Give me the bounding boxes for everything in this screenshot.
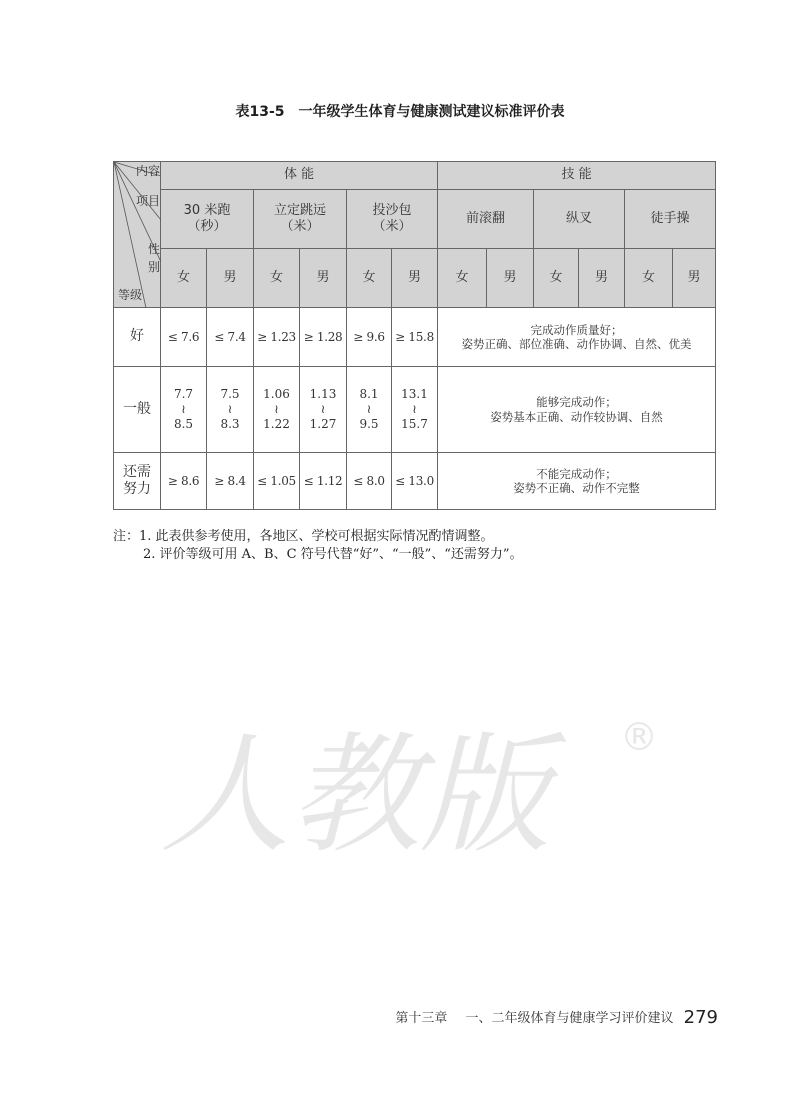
cell-value: ≤ 1.05 — [254, 453, 300, 510]
gender-male: 男 — [300, 249, 347, 308]
table-row — [114, 453, 716, 510]
corner-label-content: 内容 — [136, 164, 161, 178]
cell-range: 7.7 ≀ 8.5 — [161, 367, 207, 453]
gender-female: 女 — [347, 249, 392, 308]
gender-male: 男 — [579, 249, 625, 308]
gender-female: 女 — [438, 249, 487, 308]
gender-male: 男 — [487, 249, 534, 308]
cell-value: ≥ 9.6 — [347, 308, 392, 367]
cell-range: 7.5 ≀ 8.3 — [207, 367, 254, 453]
footer-section: 一、二年级体育与健康学习评价建议 — [465, 1011, 674, 1026]
table-number: 表13-5 — [235, 104, 285, 120]
cell-range: 1.13 ≀ 1.27 — [300, 367, 347, 453]
cell-value: ≥ 1.28 — [300, 308, 347, 367]
group-skills: 技 能 — [438, 162, 716, 190]
cell-value: ≥ 8.4 — [207, 453, 254, 510]
cell-range: 13.1 ≀ 15.7 — [392, 367, 438, 453]
item-roll: 前滚翻 — [438, 190, 534, 249]
cell-value: ≤ 8.0 — [347, 453, 392, 510]
gender-male: 男 — [673, 249, 716, 308]
group-physical: 体 能 — [161, 162, 438, 190]
corner-label-gender-1: 性 — [148, 242, 161, 256]
grade-good: 好 — [114, 308, 161, 367]
note-2: 2. 评价等级可用 A、B、C 符号代替“好”、“一般”、“还需努力”。 — [143, 547, 523, 562]
table-row — [114, 367, 716, 453]
cell-range: 1.06 ≀ 1.22 — [254, 367, 300, 453]
skill-criteria: 完成动作质量好； 姿势正确、部位准确、动作协调、自然、优美 — [438, 308, 716, 367]
cell-value: ≤ 7.4 — [207, 308, 254, 367]
cell-value: ≥ 1.23 — [254, 308, 300, 367]
page-footer — [0, 1007, 718, 1028]
publisher-watermark — [150, 700, 670, 890]
corner-label-item: 项目 — [136, 194, 161, 208]
item-split: 纵叉 — [534, 190, 625, 249]
diagonal-lines — [114, 162, 161, 308]
cell-value: ≥ 8.6 — [161, 453, 207, 510]
registered-mark: ® — [620, 715, 658, 759]
cell-value: ≤ 13.0 — [392, 453, 438, 510]
item-jump: 立定跳远 （米） — [254, 190, 347, 249]
item-gymnastics: 徒手操 — [625, 190, 716, 249]
item-run: 30 米跑 （秒） — [161, 190, 254, 249]
cell-value: ≤ 7.6 — [161, 308, 207, 367]
skill-criteria: 能够完成动作； 姿势基本正确、动作较协调、自然 — [438, 367, 716, 453]
grade-average: 一般 — [114, 367, 161, 453]
gender-male: 男 — [392, 249, 438, 308]
table-notes — [113, 528, 523, 564]
corner-label-gender-2: 别 — [148, 260, 161, 274]
table-caption — [0, 101, 800, 121]
evaluation-table — [113, 161, 716, 510]
table-row — [114, 308, 716, 367]
page-number: 279 — [683, 1007, 718, 1028]
corner-label-grade: 等级 — [118, 288, 143, 302]
grade-needs-effort: 还需 努力 — [114, 453, 161, 510]
skill-criteria: 不能完成动作； 姿势不正确、动作不完整 — [438, 453, 716, 510]
footer-chapter: 第十三章 — [395, 1011, 448, 1026]
gender-female: 女 — [534, 249, 579, 308]
header-corner-cell — [114, 162, 161, 308]
cell-range: 8.1 ≀ 9.5 — [347, 367, 392, 453]
cell-value: ≥ 15.8 — [392, 308, 438, 367]
cell-value: ≤ 1.12 — [300, 453, 347, 510]
gender-female: 女 — [625, 249, 673, 308]
item-throw: 投沙包 （米） — [347, 190, 438, 249]
note-1: 注：1. 此表供参考使用，各地区、学校可根据实际情况酌情调整。 — [113, 529, 494, 544]
watermark-text: 人教版 — [160, 719, 551, 871]
gender-female: 女 — [161, 249, 207, 308]
gender-male: 男 — [207, 249, 254, 308]
table-title: 一年级学生体育与健康测试建议标准评价表 — [298, 104, 565, 120]
gender-female: 女 — [254, 249, 300, 308]
